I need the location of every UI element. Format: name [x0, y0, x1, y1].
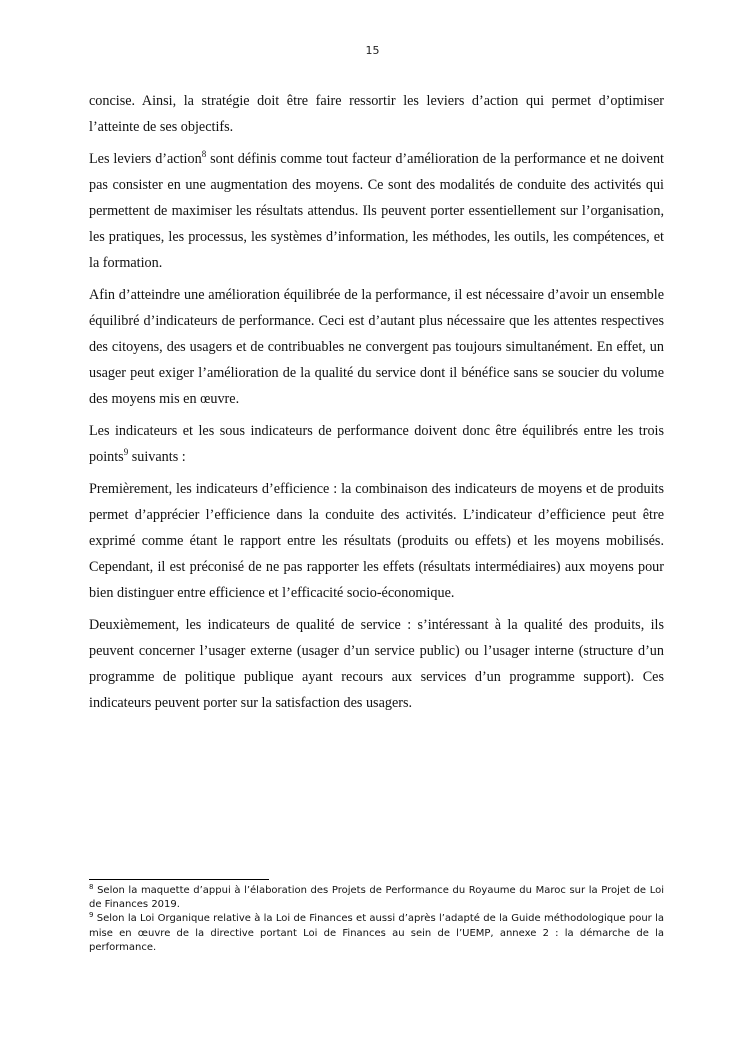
footnote-mark: 9	[89, 911, 94, 920]
body-text	[89, 88, 664, 722]
footnote-text: Selon la Loi Organique relative à la Loi de Finances et aussi d’après l’adapté de la Guide méthodologique pour la mise en œuvre de la directive portant Loi de Finances au sein de l’UEMP, annexe 2 : la démarche de la performance.	[89, 913, 664, 953]
paragraph-balanced-performance: Afin d’atteindre une amélioration équilibrée de la performance, il est nécessaire d’avoir un ensemble équilibré d’indicateurs de performance. Ceci est d’autant plus nécessaire que les attentes respectives des citoyens, des usagers et de contribuables ne convergent pas toujours simultanément. En effet, un usager peut exiger l’amélioration de la qualité du service dont il bénéfice sans se soucier du volume des moyens mis en œuvre.	[89, 287, 664, 407]
paragraph-three-points	[89, 418, 664, 470]
paragraph-text: sont définis comme tout facteur d’amélioration de la performance et ne doivent pas consister en une augmentation des moyens. Ce sont des modalités de conduite des activités qui permettent de maximiser les résultats attendus. Ils peuvent porter essentiellement sur l’organisation, les pratiques, les processus, les systèmes d’information, les méthodes, les outils, les compétences, et la formation.	[89, 151, 664, 271]
page-number: 15	[365, 44, 380, 57]
footnote-mark: 8	[89, 883, 94, 891]
footnote-9	[89, 912, 664, 955]
footnote-8	[89, 884, 664, 912]
footnote-separator	[89, 879, 269, 880]
paragraph-text: suivants :	[128, 449, 186, 465]
paragraph-text: Les indicateurs et les sous indicateurs de performance doivent donc être équilibrés entre les trois points	[89, 423, 664, 465]
paragraph-text: Les leviers d’action	[89, 151, 202, 167]
paragraph-service-quality-indicators: Deuxièmement, les indicateurs de qualité de service : s’intéressant à la qualité des produits, ils peuvent concerner l’usager externe (usager d’un service public) ou l’usager interne (structure d’un programme de politique publique ayant recours aux services d’un programme support). Ces indicateurs peuvent porter sur la satisfaction des usagers.	[89, 617, 664, 711]
paragraph-efficiency-indicators: Premièrement, les indicateurs d’efficience : la combinaison des indicateurs de moyens et de produits permet d’apprécier l’efficience dans la conduite des activités. L’indicateur d’efficience peut être exprimé comme étant le rapport entre les résultats (produits ou effets) et les moyens mobilisés. Cependant, il est préconisé de ne pas rapporter les effets (résultats intermédiaires) aux moyens pour bien distinguer entre efficience et l’efficacité socio-économique.	[89, 481, 664, 601]
footnotes	[89, 884, 664, 955]
footnote-text: Selon la maquette d’appui à l’élaboration des Projets de Performance du Royaume du Maroc sur la Projet de Loi de Finances 2019.	[89, 885, 664, 911]
footnote-ref-8[interactable]: 8	[201, 149, 207, 159]
footnote-ref-9[interactable]: 9	[123, 447, 129, 457]
paragraph-strategy: concise. Ainsi, la stratégie doit être faire ressortir les leviers d’action qui permet d’optimiser l’atteinte de ses objectifs.	[89, 93, 664, 135]
paragraph-action-levers	[89, 146, 664, 276]
